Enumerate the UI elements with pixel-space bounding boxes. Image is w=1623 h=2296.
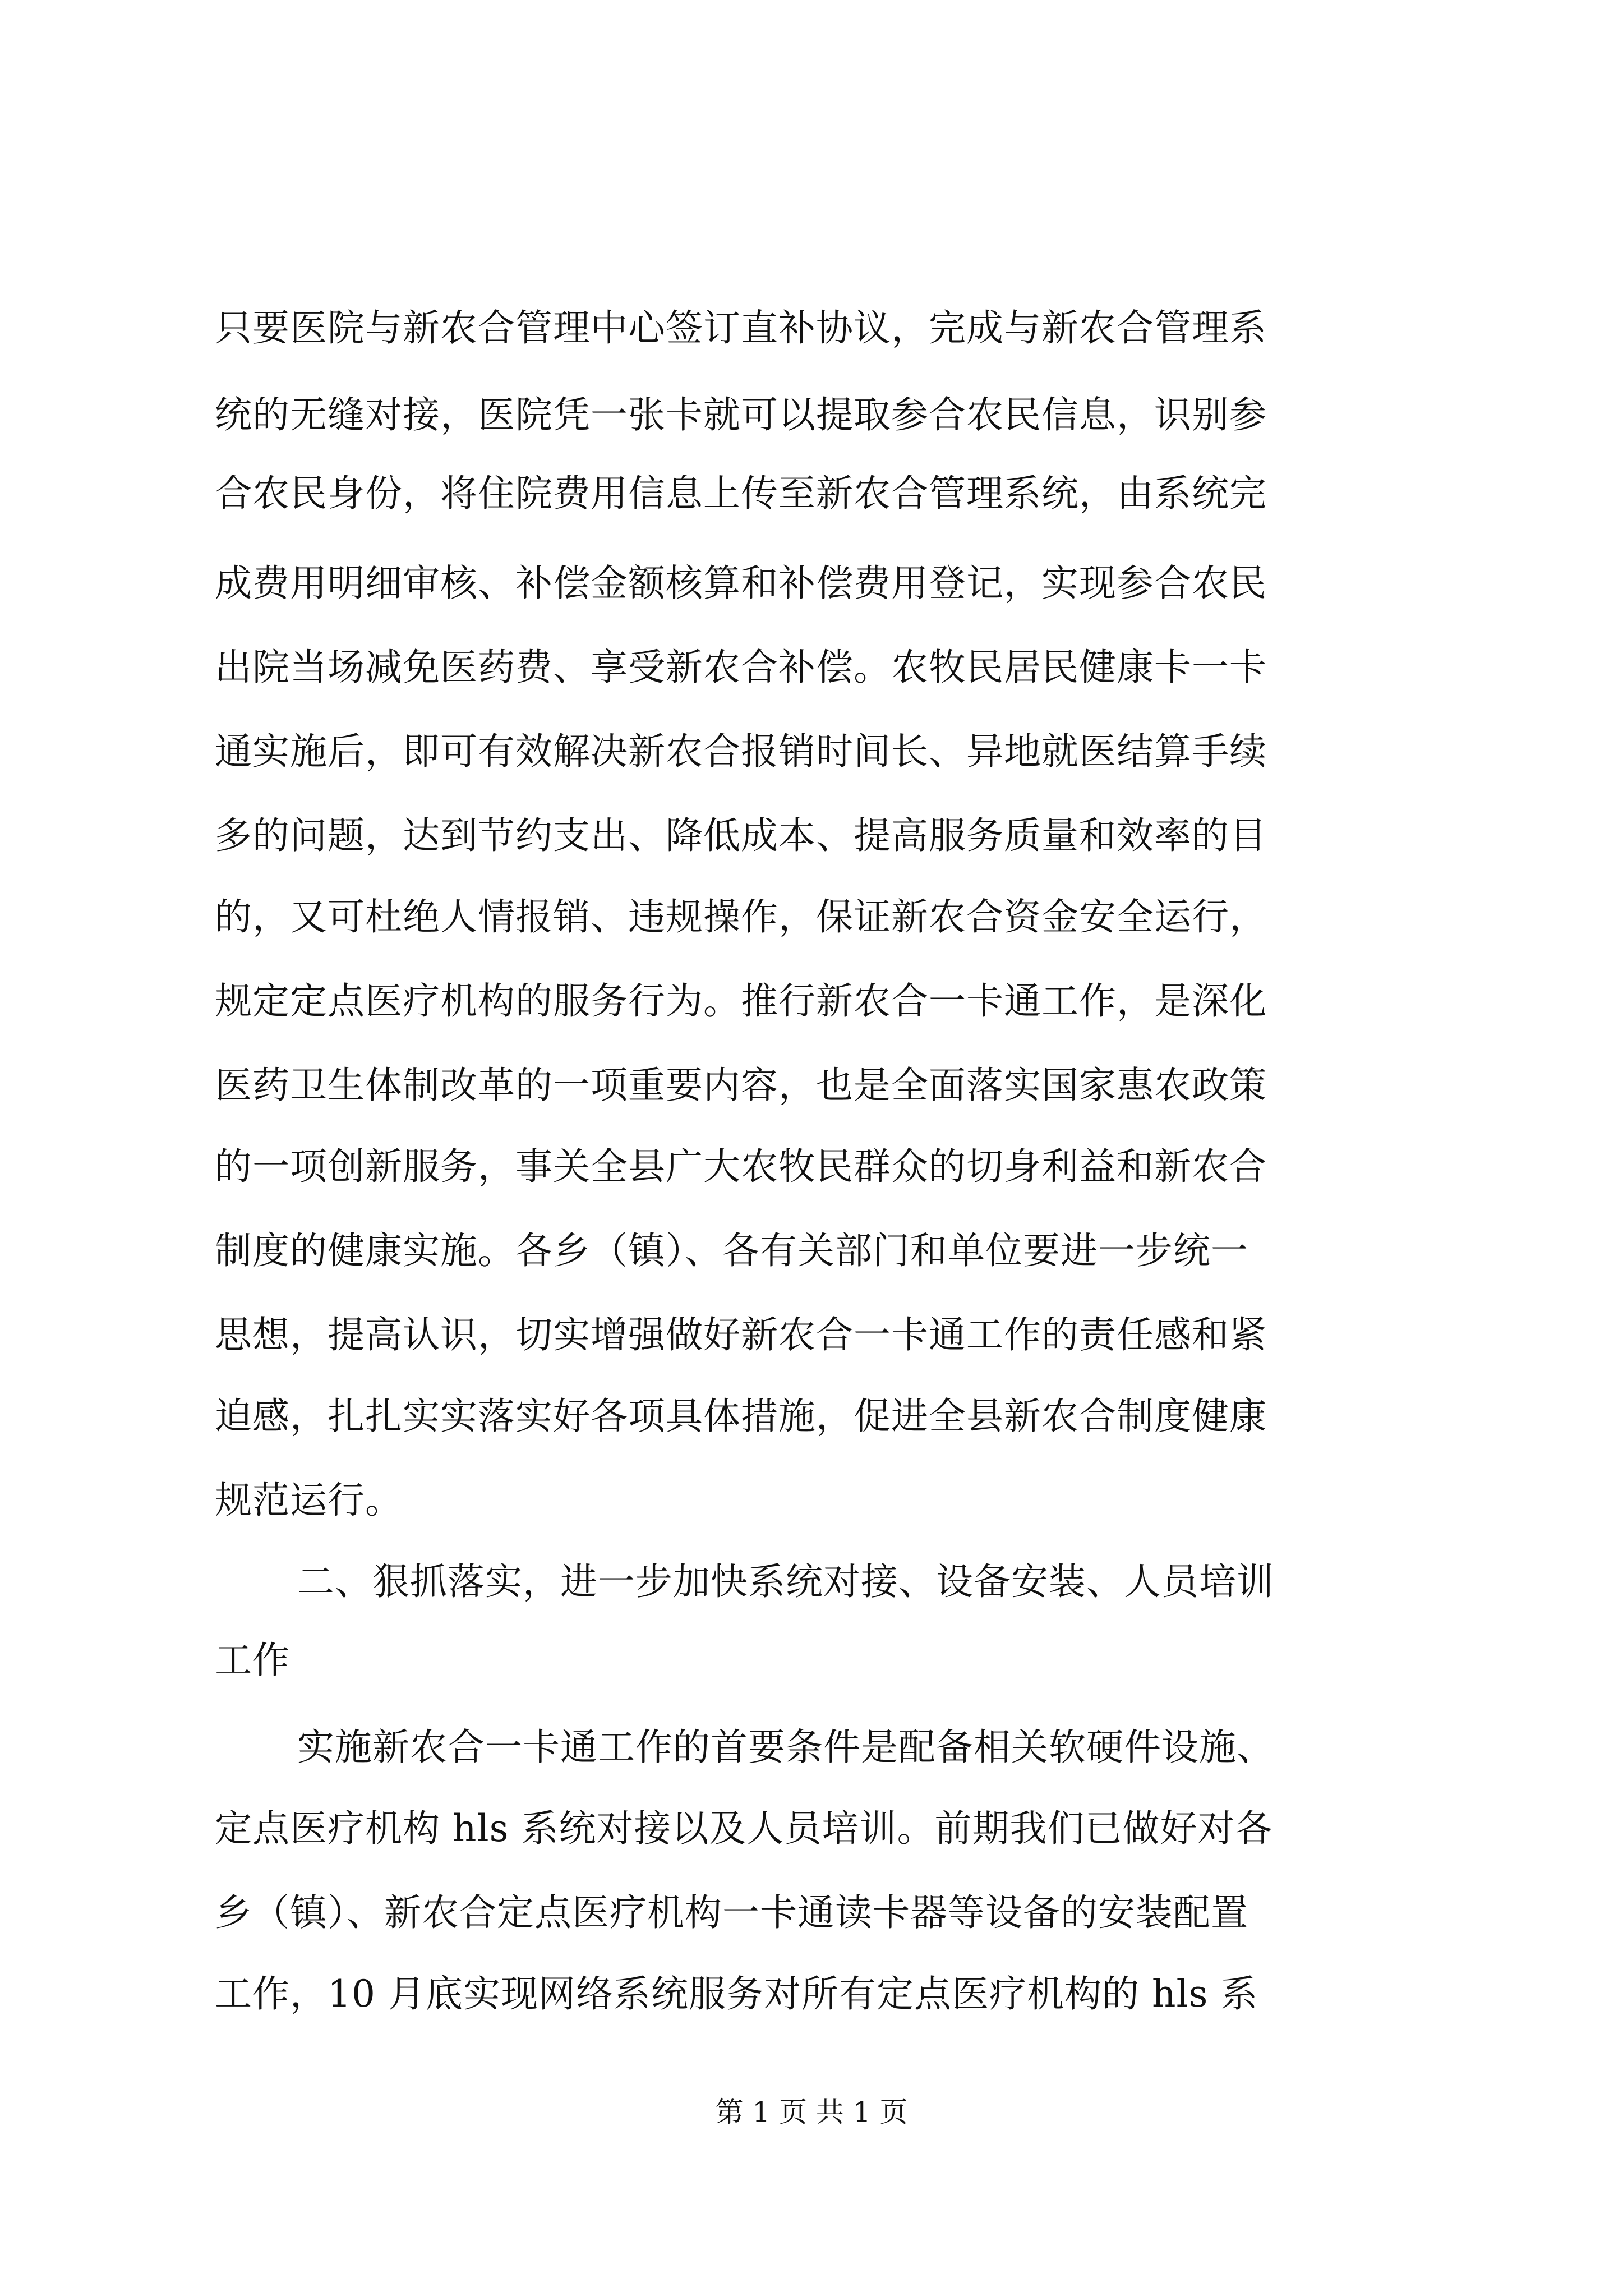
body-text-line: 乡（镇）、新农合定点医疗机构一卡通读卡器等设备的安装配置	[215, 1891, 1248, 1934]
body-text-line: 制度的健康实施。各乡（镇）、各有关部门和单位要进一步统一	[215, 1229, 1248, 1272]
body-text-line: 迫感，扎扎实实落实好各项具体措施，促进全县新农合制度健康	[215, 1395, 1267, 1438]
body-text-line: 的，又可杜绝人情报销、违规操作，保证新农合资金安全运行，	[215, 895, 1267, 938]
body-text-line: 工作，10 月底实现网络系统服务对所有定点医疗机构的 hls 系	[215, 1972, 1258, 2016]
body-text-line: 通实施后，即可有效解决新农合报销时间长、异地就医结算手续	[215, 730, 1267, 773]
body-text-line: 实施新农合一卡通工作的首要条件是配备相关软硬件设施、	[297, 1726, 1274, 1769]
section-heading-line: 二、狠抓落实，进一步加快系统对接、设备安装、人员培训	[297, 1560, 1274, 1603]
body-text-line: 规定定点医疗机构的服务行为。推行新农合一卡通工作，是深化	[215, 979, 1267, 1023]
body-text-line: 思想，提高认识，切实增强做好新农合一卡通工作的责任感和紧	[215, 1313, 1267, 1356]
body-text-line: 的一项创新服务，事关全县广大农牧民群众的切身利益和新农合	[215, 1145, 1267, 1188]
body-text-line: 规范运行。	[215, 1479, 403, 1522]
body-text-line: 多的问题，达到节约支出、降低成本、提高服务质量和效率的目	[215, 814, 1267, 857]
body-text-line: 统的无缝对接，医院凭一张卡就可以提取参合农民信息，识别参	[215, 393, 1267, 436]
section-heading-line: 工作	[215, 1639, 290, 1682]
body-text-line: 合农民身份，将住院费用信息上传至新农合管理系统，由系统完	[215, 472, 1267, 515]
body-text-line: 只要医院与新农合管理中心签订直补协议，完成与新农合管理系	[215, 306, 1267, 349]
body-text-line: 成费用明细审核、补偿金额核算和补偿费用登记，实现参合农民	[215, 562, 1267, 605]
body-text-line: 定点医疗机构 hls 系统对接以及人员培训。前期我们已做好对各	[215, 1807, 1273, 1850]
body-text-line: 出院当场减免医药费、享受新农合补偿。农牧民居民健康卡一卡	[215, 646, 1267, 689]
body-text-line: 医药卫生体制改革的一项重要内容，也是全面落实国家惠农政策	[215, 1064, 1267, 1107]
page-footer: 第 1 页 共 1 页	[715, 2096, 908, 2128]
